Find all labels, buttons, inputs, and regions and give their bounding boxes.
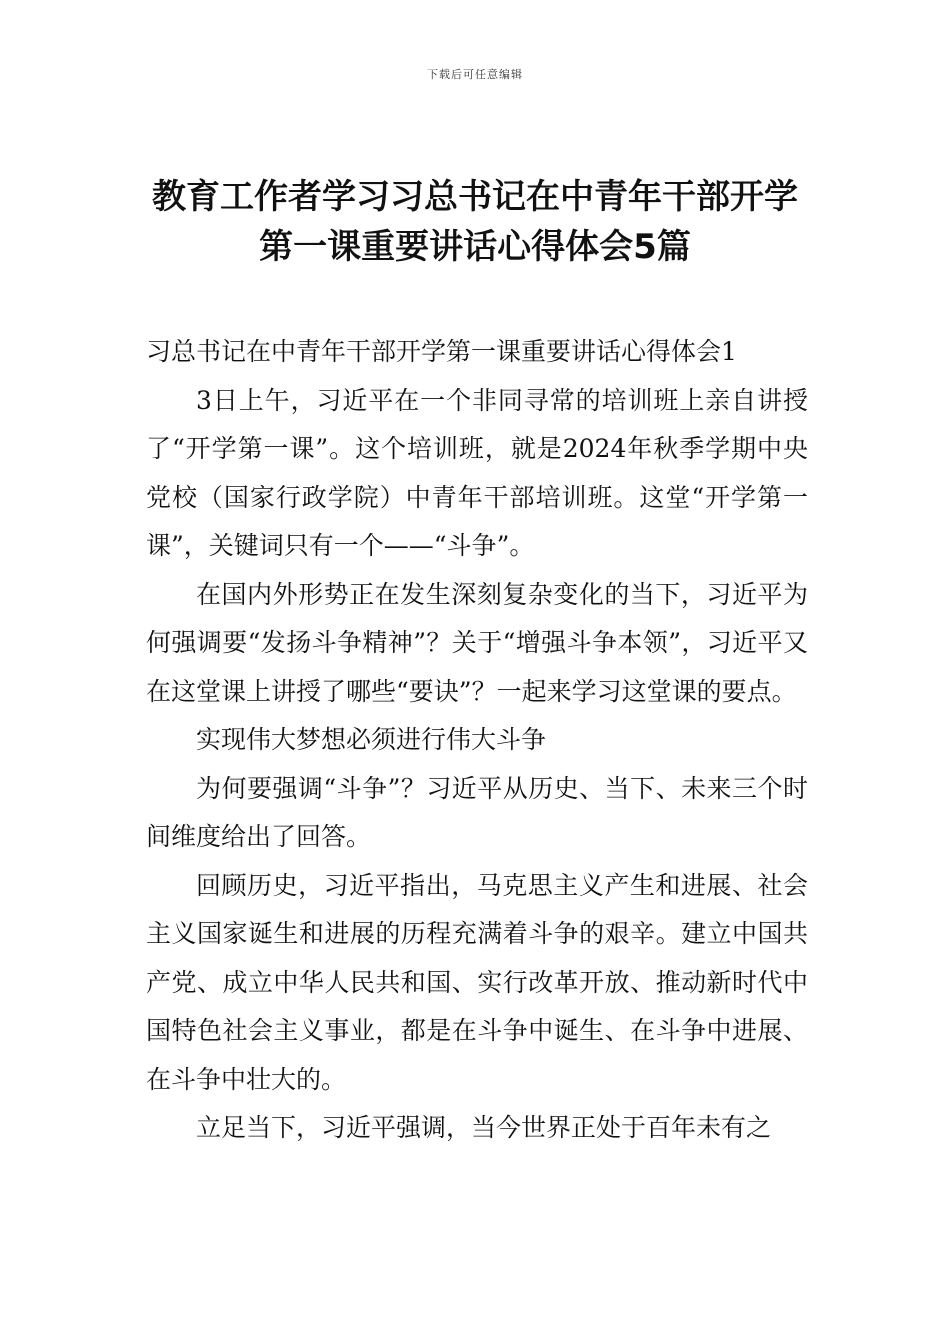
header-note: 下载后可任意编辑 xyxy=(427,68,523,81)
document-title: 教育工作者学习习总书记在中青年干部开学第一课重要讲话心得体会5篇 xyxy=(152,177,798,267)
document-body xyxy=(146,328,808,1153)
body-paragraph: 3日上午，习近平在一个非同寻常的培训班上亲自讲授了“开学第一课”。这个培训班，就是2024年秋季学期中央党校（国家行政学院）中青年干部培训班。这堂“开学第一课”，关键词只有一个——“斗争”。 xyxy=(146,385,808,560)
body-paragraph: 回顾历史，习近平指出，马克思主义产生和进展、社会主义国家诞生和进展的历程充满着斗争的艰辛。建立中国共产党、成立中华人民共和国、实行改革开放、推动新时代中国特色社会主义事业，都是在斗争中诞生、在斗争中进展、在斗争中壮大的。 xyxy=(146,870,808,1094)
body-paragraph: 为何要强调“斗争”？习近平从历史、当下、未来三个时间维度给出了回答。 xyxy=(146,773,808,851)
body-paragraph: 立足当下，习近平强调，当今世界正处于百年未有之 xyxy=(196,1113,772,1142)
subheading: 实现伟大梦想必须进行伟大斗争 xyxy=(196,725,547,754)
section-heading: 习总书记在中青年干部开学第一课重要讲话心得体会1 xyxy=(146,337,737,366)
body-paragraph: 在国内外形势正在发生深刻复杂变化的当下，习近平为何强调要“发扬斗争精神”？关于“增强斗争本领”，习近平又在这堂课上讲授了哪些“要诀”？一起来学习这堂课的要点。 xyxy=(146,579,808,706)
